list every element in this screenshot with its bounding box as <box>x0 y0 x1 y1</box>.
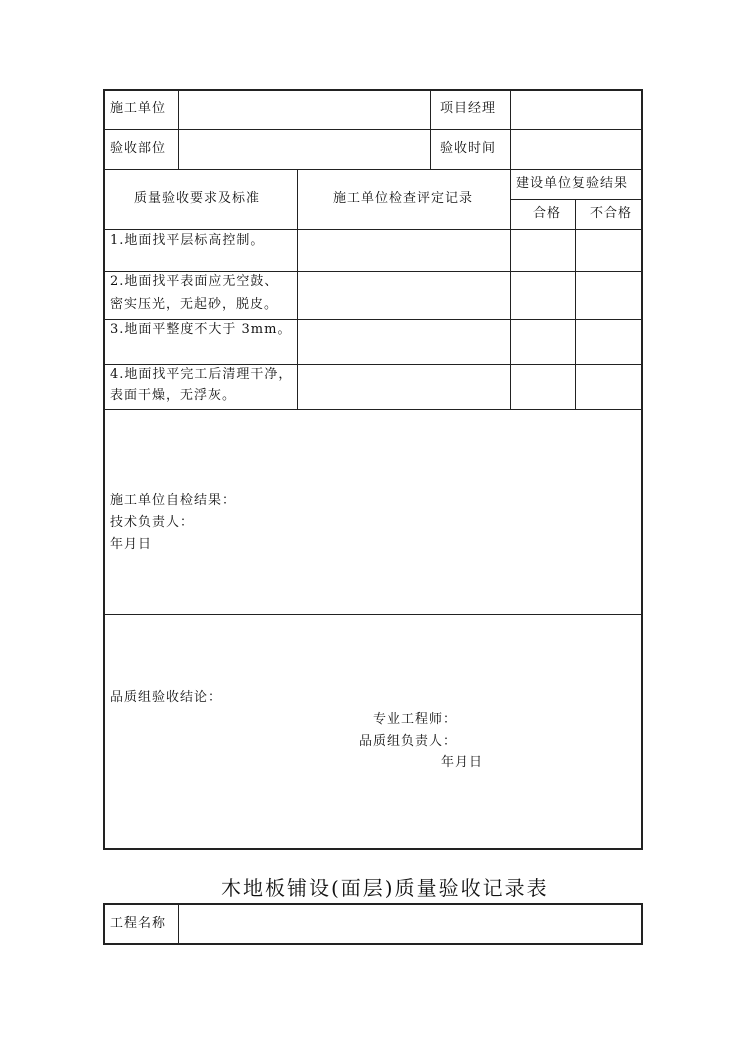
qc-lead-label: 品质组负责人： <box>359 734 458 749</box>
construction-unit-label: 施工单位 <box>110 101 167 116</box>
requirement-item-1: 1.地面找平层标高控制。 <box>110 233 265 248</box>
project-manager-label: 项目经理 <box>440 101 497 116</box>
table-rule <box>103 409 643 410</box>
table-rule <box>178 89 179 169</box>
engineer-label: 专业工程师： <box>373 712 458 727</box>
table-rule <box>103 364 643 365</box>
table-rule <box>103 614 643 615</box>
table-rule <box>103 129 643 130</box>
owner-recheck-header: 建设单位复验结果 <box>516 176 629 191</box>
unqualified-header: 不合格 <box>590 206 633 221</box>
table-rule <box>103 229 643 230</box>
requirement-item-4: 4.地面找平完工后清理干净， <box>110 367 293 382</box>
form-title: 木地板铺设(面层)质量验收记录表 <box>221 876 549 900</box>
table-rule <box>178 903 179 945</box>
table-rule <box>575 199 576 409</box>
table-rule <box>103 319 643 320</box>
table-rule <box>510 199 643 200</box>
inspection-time-label: 验收时间 <box>440 141 497 156</box>
technical-lead-label: 技术负责人： <box>110 515 195 530</box>
requirement-item-2: 2.地面找平表面应无空鼓、 <box>110 274 279 289</box>
self-check-date-label: 年月日 <box>110 537 153 552</box>
requirements-header: 质量验收要求及标准 <box>134 191 261 206</box>
qc-date-label: 年月日 <box>441 755 484 770</box>
requirement-item-2-cont: 密实压光，无起砂，脱皮。 <box>110 297 279 312</box>
qc-conclusion-label: 品质组验收结论： <box>110 690 223 705</box>
requirement-item-4-cont: 表面干燥，无浮灰。 <box>110 388 237 403</box>
project-name-label: 工程名称 <box>110 916 167 931</box>
check-record-header: 施工单位检查评定记录 <box>333 191 474 206</box>
inspection-part-label: 验收部位 <box>110 141 167 156</box>
requirement-item-3: 3.地面平整度不大于 3mm。 <box>110 322 292 337</box>
table-rule <box>510 89 511 409</box>
table-rule <box>297 169 298 409</box>
qualified-header: 合格 <box>533 206 562 221</box>
project-name-table-frame <box>103 903 643 945</box>
table-rule <box>103 271 643 272</box>
table-rule <box>430 89 431 169</box>
table-rule <box>103 169 643 170</box>
self-check-result-label: 施工单位自检结果： <box>110 493 237 508</box>
